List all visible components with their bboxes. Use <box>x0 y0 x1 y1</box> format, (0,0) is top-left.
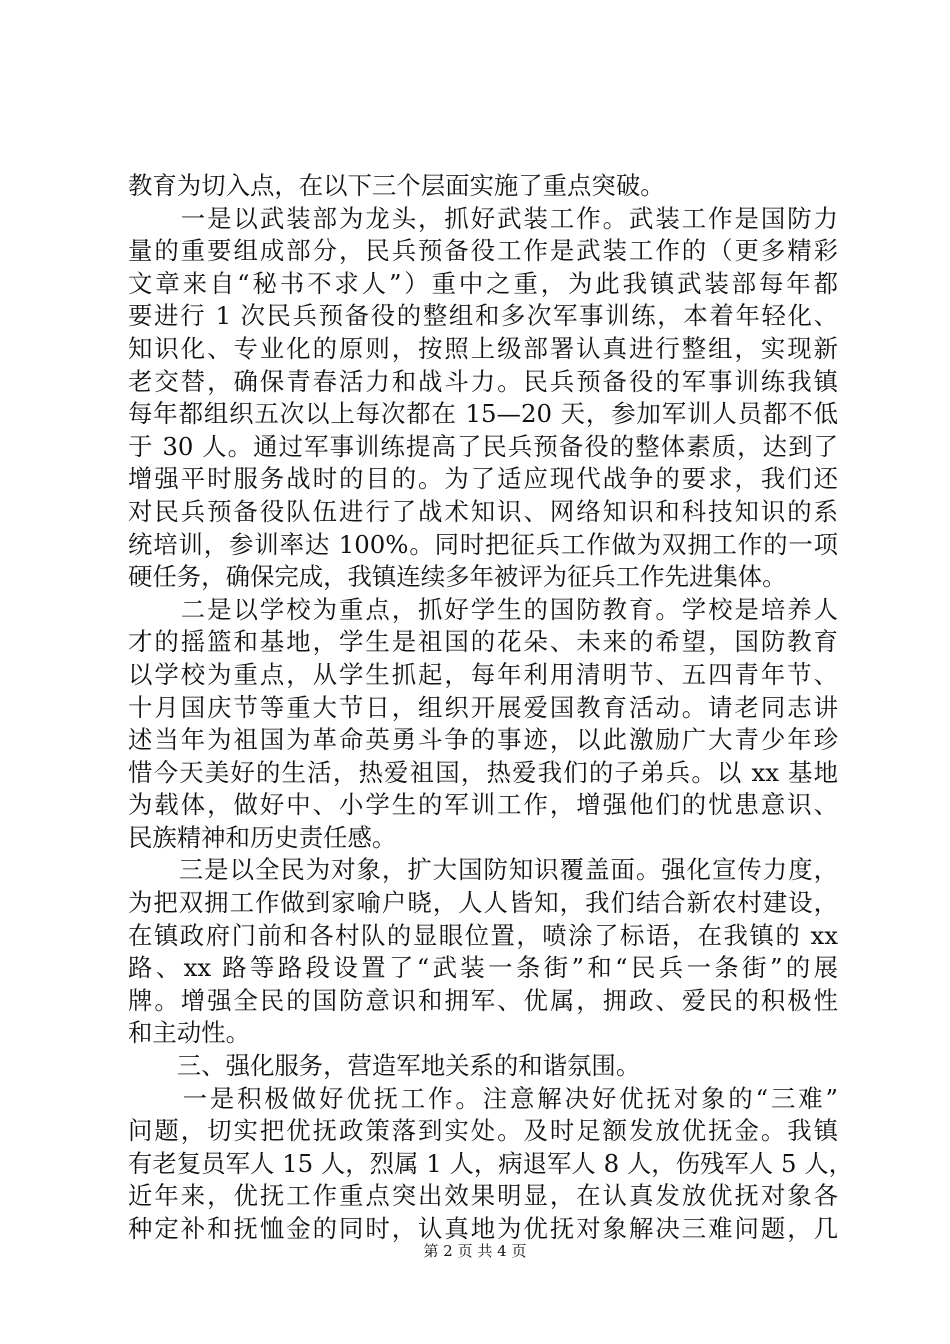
text-line: 老交替，确保青春活力和战斗力。民兵预备役的军事训练我镇 <box>128 366 838 396</box>
text-line: 种定补和抚恤金的同时，认真地为优抚对象解决三难问题，几 <box>128 1214 838 1243</box>
text-line: 才的摇篮和基地，学生是祖国的花朵、未来的希望，国防教育 <box>128 627 838 657</box>
text-line: 一是积极做好优抚工作。注意解决好优抚对象的“三难” <box>128 1083 838 1113</box>
text-line: 近年来，优抚工作重点突出效果明显，在认真发放优抚对象各 <box>128 1181 838 1211</box>
text-line: 知识化、专业化的原则，按照上级部署认真进行整组，实现新 <box>128 333 838 363</box>
text-line: 民族精神和历史责任感。 <box>128 822 397 852</box>
text-line: 量的重要组成部分，民兵预备役工作是武装工作的（更多精彩 <box>128 236 838 266</box>
page-number-footer: 第 2 页 共 4 页 <box>423 1242 527 1260</box>
text-line: 为把双拥工作做到家喻户晓，人人皆知，我们结合新农村建设， <box>128 888 838 918</box>
text-line: 牌。增强全民的国防意识和拥军、优属，拥政、爱民的积极性 <box>128 985 838 1015</box>
text-line: 三、强化服务，营造军地关系的和谐氛围。 <box>128 1051 641 1081</box>
text-line: 三是以全民为对象，扩大国防知识覆盖面。强化宣传力度， <box>128 855 838 885</box>
text-line: 在镇政府门前和各村队的显眼位置，喷涂了标语，在我镇的 xx <box>128 920 838 950</box>
text-line: 一是以武装部为龙头，抓好武装工作。武装工作是国防力 <box>128 203 838 233</box>
text-line: 和主动性。 <box>128 1018 250 1048</box>
document-body <box>128 170 853 1246</box>
text-line: 文章来自“秘书不求人”）重中之重，为此我镇武装部每年都 <box>128 268 838 298</box>
text-line: 为载体，做好中、小学生的军训工作，增强他们的忧患意识、 <box>128 790 838 820</box>
text-line: 惜今天美好的生活，热爱祖国，热爱我们的子弟兵。以 xx 基地 <box>128 757 838 787</box>
text-line: 有老复员军人 15 人，烈属 1 人，病退军人 8 人，伤残军人 5 人， <box>128 1148 853 1178</box>
text-line: 二是以学校为重点，抓好学生的国防教育。学校是培养人 <box>128 594 838 624</box>
text-line: 要进行 1 次民兵预备役的整组和多次军事训练，本着年轻化、 <box>128 301 838 331</box>
text-line: 于 30 人。通过军事训练提高了民兵预备役的整体素质，达到了 <box>128 431 838 461</box>
text-line: 硬任务，确保完成，我镇连续多年被评为征兵工作先进集体。 <box>128 562 787 592</box>
text-line: 十月国庆节等重大节日，组织开展爱国教育活动。请老同志讲 <box>128 692 838 722</box>
text-line: 述当年为祖国为革命英勇斗争的事迹，以此激励广大青少年珍 <box>128 725 838 755</box>
text-line: 统培训，参训率达 100%。同时把征兵工作做为双拥工作的一项 <box>128 529 838 559</box>
text-line: 增强平时服务战时的目的。为了适应现代战争的要求，我们还 <box>128 464 838 494</box>
text-line: 对民兵预备役队伍进行了战术知识、网络知识和科技知识的系 <box>128 496 838 526</box>
text-line: 每年都组织五次以上每次都在 15—20 天，参加军训人员都不低 <box>128 399 838 429</box>
text-line: 问题，切实把优抚政策落到实处。及时足额发放优抚金。我镇 <box>128 1116 838 1146</box>
text-line: 教育为切入点，在以下三个层面实施了重点突破。 <box>128 171 665 200</box>
text-line: 路、xx 路等路段设置了“武装一条街”和“民兵一条街”的展 <box>128 953 838 983</box>
text-line: 以学校为重点，从学生抓起，每年利用清明节、五四青年节、 <box>128 659 838 689</box>
